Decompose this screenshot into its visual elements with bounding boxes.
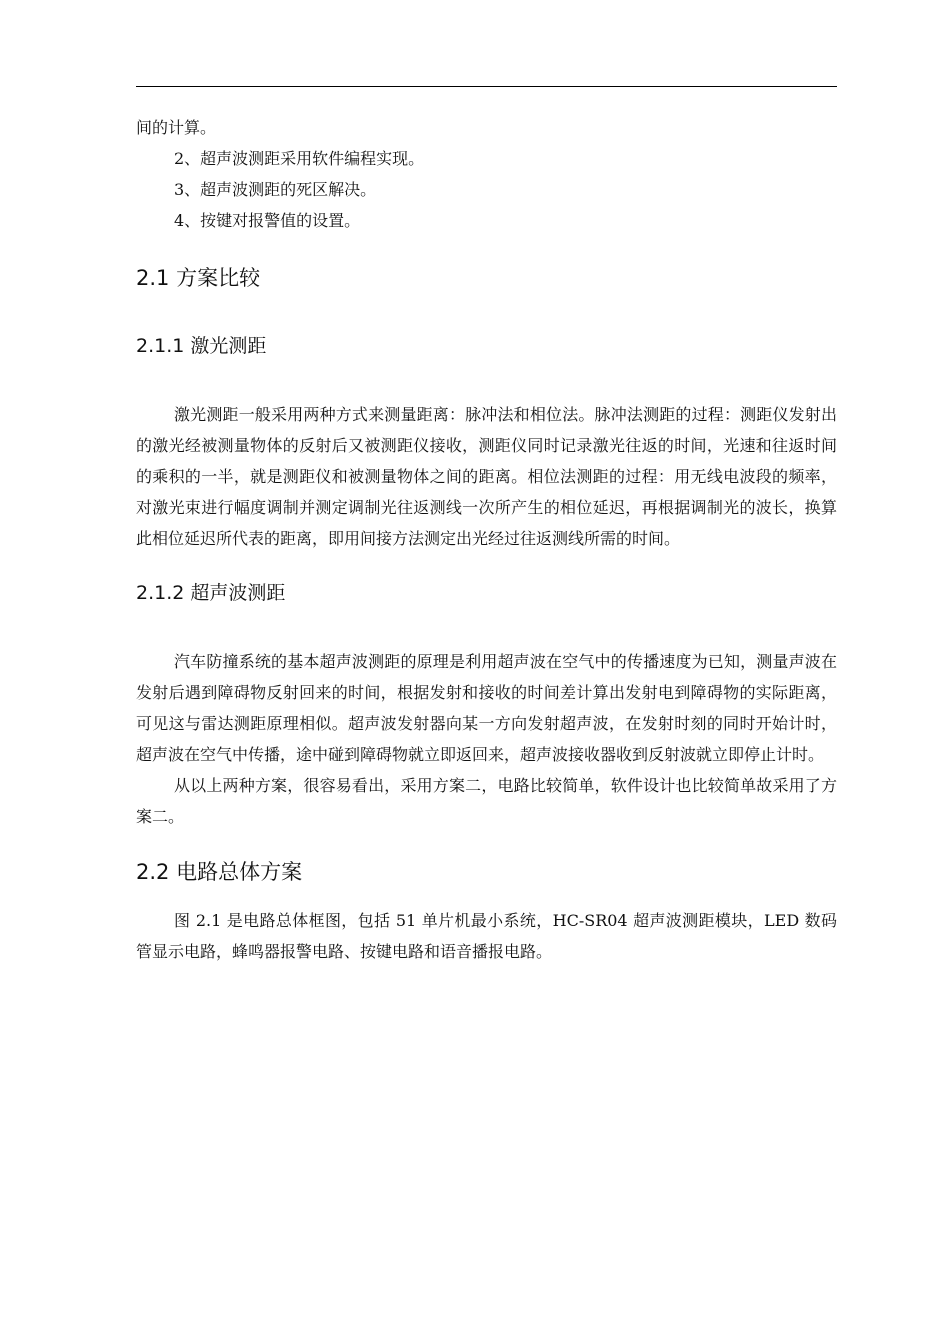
- document-page: [136, 112, 837, 967]
- intro-continuation: 间的计算。: [136, 118, 217, 137]
- paragraph-ultrasonic-ranging: 汽车防撞系统的基本超声波测距的原理是利用超声波在空气中的传播速度为已知，测量声波在发射后遇到障碍物反射回来的时间，根据发射和接收的时间差计算出发射电到障碍物的实际距离，可见这与雷达测距原理相似。超声波发射器向某一方向发射超声波，在发射时刻的同时开始计时，超声波在空气中传播，途中碰到障碍物就立即返回来，超声波接收器收到反射波就立即停止计时。: [136, 652, 837, 764]
- header-rule: [136, 86, 837, 87]
- list-item: 4、按键对报警值的设置。: [174, 211, 361, 230]
- paragraph-scheme-choice: 从以上两种方案，很容易看出，采用方案二，电路比较简单，软件设计也比较简单故采用了方案二。: [136, 776, 837, 826]
- section-heading-2-2: 2.2 电路总体方案: [136, 860, 303, 884]
- section-heading-2-1: 2.1 方案比较: [136, 266, 261, 290]
- paragraph-laser-ranging: 激光测距一般采用两种方式来测量距离：脉冲法和相位法。脉冲法测距的过程：测距仪发射出的激光经被测量物体的反射后又被测距仪接收，测距仪同时记录激光往返的时间，光速和往返时间的乘积的一半，就是测距仪和被测量物体之间的距离。相位法测距的过程：用无线电波段的频率，对激光束进行幅度调制并测定调制光往返测线一次所产生的相位延迟，再根据调制光的波长，换算此相位延迟所代表的距离，即用间接方法测定出光经过往返测线所需的时间。: [136, 405, 837, 548]
- list-item: 3、超声波测距的死区解决。: [174, 180, 377, 199]
- requirements-list: [136, 143, 837, 236]
- list-item: 2、超声波测距采用软件编程实现。: [174, 149, 425, 168]
- subsection-heading-2-1-1: 2.1.1 激光测距: [136, 335, 267, 357]
- paragraph-circuit-overview: 图 2.1 是电路总体框图，包括 51 单片机最小系统，HC-SR04 超声波测距模块，LED 数码管显示电路，蜂鸣器报警电路、按键电路和语音播报电路。: [136, 911, 837, 961]
- subsection-heading-2-1-2: 2.1.2 超声波测距: [136, 582, 286, 604]
